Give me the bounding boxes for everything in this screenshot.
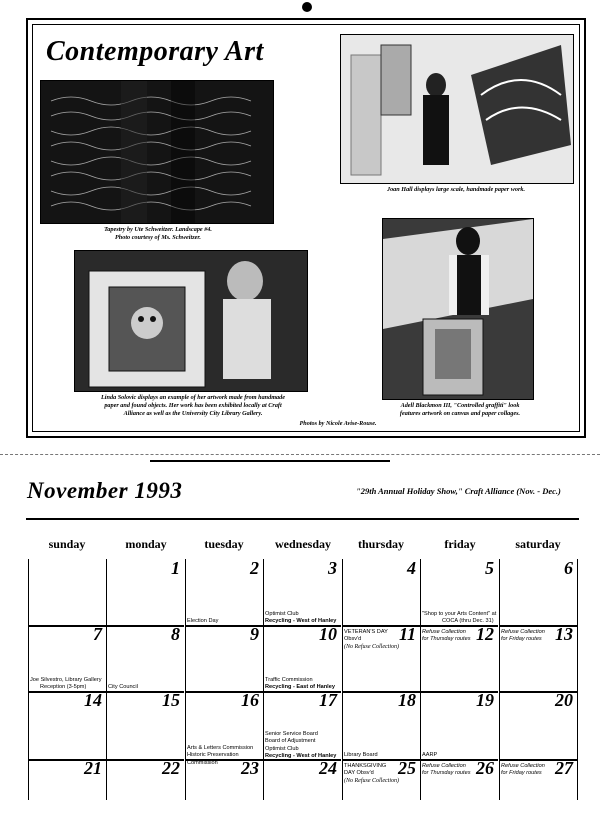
weekday-thursday: thursday	[357, 537, 404, 551]
day-cell	[499, 759, 577, 825]
day-cell	[185, 618, 263, 691]
joan-hall-image	[341, 35, 573, 183]
event-text: Refuse Collection for Thursday routes	[422, 763, 471, 777]
linda-solovic-photo	[74, 250, 308, 392]
day-cell	[342, 691, 420, 757]
day-cell	[106, 684, 184, 757]
day-number: 26	[476, 758, 494, 778]
day-number: 16	[241, 690, 259, 710]
binding-hole	[302, 2, 312, 12]
event-text: AARP	[422, 752, 438, 758]
day-number: 1	[171, 558, 180, 578]
day-cell	[420, 752, 498, 825]
day-cell	[420, 691, 498, 757]
day-number: 23	[241, 758, 259, 778]
event-text: "Shop to your Arts Content" at COCA (thru Dec. 31)	[422, 611, 497, 625]
day-number: 17	[319, 690, 337, 710]
joan-hall-caption: Joan Hall displays large scale, handmade paper work.	[386, 186, 526, 193]
tapestry-image	[41, 81, 273, 223]
adell-blackmon-caption: Adell Blackmon III, "Controlled graffiti" look features artwork on canvas and paper collages.	[399, 402, 521, 417]
day-cell	[342, 625, 420, 691]
day-cell	[106, 559, 184, 625]
day-number: 20	[555, 690, 573, 710]
month-title: November 1993	[27, 478, 183, 503]
day-number: 19	[476, 690, 494, 710]
weekday-monday: monday	[125, 537, 167, 551]
event-text: Arts & Letters Commission Historic Preservation Commission	[187, 745, 254, 766]
holiday-show-note: "29th Annual Holiday Show," Craft Alliance (Nov. - Dec.)	[356, 486, 561, 496]
day-number: 18	[398, 690, 416, 710]
day-number: 6	[564, 558, 573, 578]
day-number: 10	[319, 624, 337, 644]
day-cell	[499, 559, 577, 625]
event-text: VETERAN'S DAY Obsv'd (No Refuse Collection)	[344, 629, 399, 650]
linda-solovic-image	[75, 251, 307, 391]
photo-credit: Photos by Nicole Avise-Rouse.	[299, 420, 377, 427]
grid-line	[577, 559, 578, 800]
event-text: THANKSGIVING DAY Obsv'd (No Refuse Collection)	[344, 763, 399, 784]
day-number: 27	[555, 758, 573, 778]
tapestry-caption: Tapestry by Ute Schweitzer. Landscape #4. Photo courtesy of Ms. Schweitzer.	[104, 226, 212, 241]
event-text: Senior Service Board Board of Adjustment Optimist Club Recycling - West of Hanley	[265, 731, 337, 759]
day-number: 25	[398, 758, 416, 778]
day-number: 5	[485, 558, 494, 578]
weekday-friday: friday	[444, 537, 476, 551]
day-number: 11	[398, 624, 416, 644]
day-cell	[420, 611, 498, 691]
day-cell	[342, 752, 420, 825]
fold-mark	[150, 460, 390, 462]
calendar-grid	[28, 559, 578, 800]
day-cell	[185, 745, 263, 825]
weekday-wednesday: wednesday	[274, 537, 331, 551]
event-text: Refuse Collection for Friday routes	[501, 629, 545, 643]
day-number: 9	[250, 624, 259, 644]
event-text: Library Board	[344, 752, 378, 758]
day-cell	[28, 677, 106, 757]
event-text: Optimist Club Recycling - West of Hanley	[265, 611, 337, 625]
day-number: 14	[84, 690, 102, 710]
day-number: 4	[407, 558, 416, 578]
day-cell	[499, 625, 577, 691]
day-number: 7	[93, 624, 102, 644]
day-cell	[342, 559, 420, 625]
adell-blackmon-photo	[382, 218, 534, 400]
day-number: 24	[319, 758, 337, 778]
weekday-saturday: saturday	[515, 537, 561, 551]
day-cell	[106, 625, 184, 691]
day-cell	[185, 559, 263, 625]
day-cell	[263, 731, 341, 825]
day-number: 21	[84, 758, 102, 778]
event-text: City Council	[108, 684, 138, 690]
joan-hall-photo	[340, 34, 574, 184]
header-rule	[26, 518, 579, 520]
adell-blackmon-image	[383, 219, 533, 399]
day-number: 13	[555, 624, 573, 644]
day-number: 12	[476, 624, 494, 644]
weekday-tuesday: tuesday	[204, 537, 244, 551]
event-text: Refuse Collection for Friday routes	[501, 763, 545, 777]
linda-solovic-caption: Linda Solovic displays an example of her artwork made from handmade paper and found objects. Her work has been exhibited locally at Craft Alliance as well as the University City Library Gallery.	[101, 394, 285, 417]
event-text: Election Day	[187, 618, 219, 624]
weekday-sunday: sunday	[48, 537, 86, 551]
day-number: 22	[162, 758, 180, 778]
day-number: 15	[162, 690, 180, 710]
contemporary-art-page	[26, 18, 586, 438]
event-text: Traffic Commission Recycling - East of Hanley	[265, 677, 335, 691]
event-text: Refuse Collection for Thursday routes	[422, 629, 471, 643]
day-cell	[106, 759, 184, 825]
day-number: 8	[171, 624, 180, 644]
event-text: Joe Silvestro, Library Gallery Reception (3-5pm)	[30, 677, 102, 691]
tapestry-photo	[40, 80, 274, 224]
day-cell	[28, 759, 106, 825]
day-cell	[499, 691, 577, 757]
day-number: 3	[328, 558, 337, 578]
page-title: Contemporary Art	[46, 36, 264, 67]
day-number: 2	[250, 558, 259, 578]
